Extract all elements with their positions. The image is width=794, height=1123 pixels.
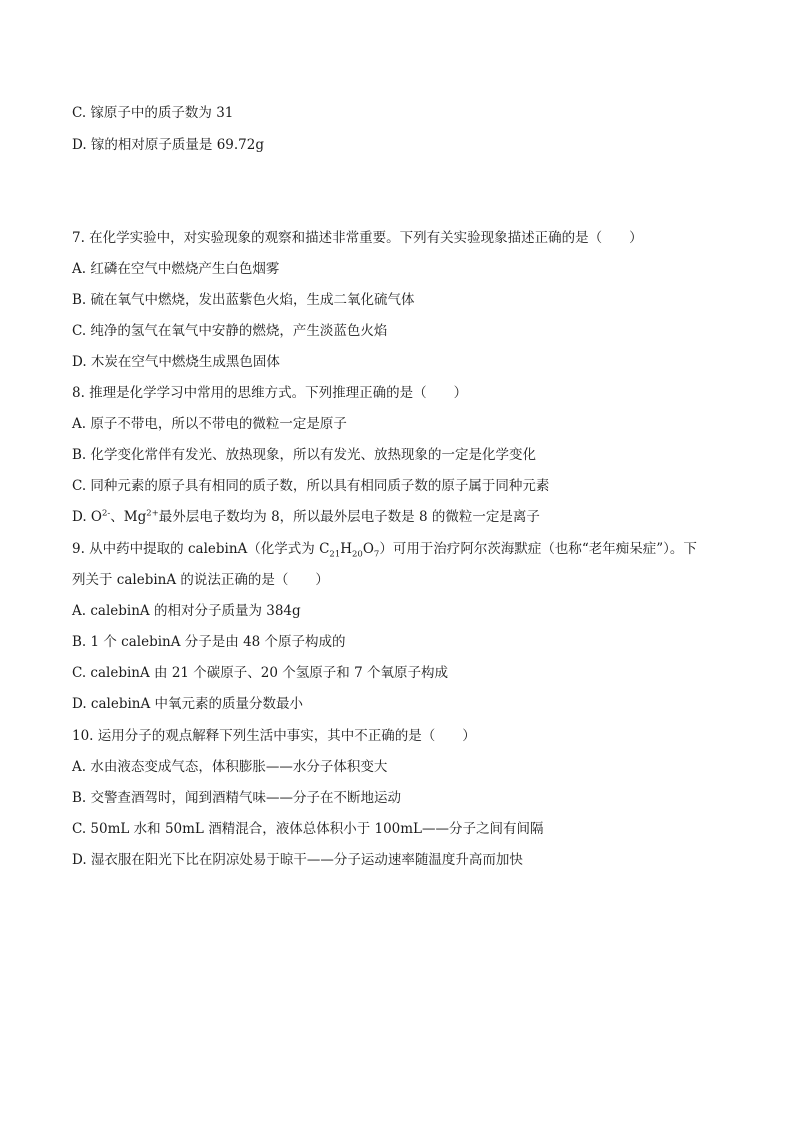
q8-d-suffix: 最外层电子数均为 8，所以最外层电子数是 8 的微粒一定是离子 (158, 509, 540, 525)
q9-option-a: A. calebinA 的相对分子质量为 384g (72, 603, 301, 619)
q8-stem: 8. 推理是化学学习中常用的思维方式。下列推理正确的是（ ） (72, 385, 468, 401)
q10-option-c: C. 50mL 水和 50mL 酒精混合，液体总体积小于 100mL——分子之间有间隔 (72, 821, 544, 837)
o-ion-charge: 2- (102, 508, 111, 519)
oxygen-subscript: 7 (373, 549, 380, 560)
hydrogen-symbol: H (340, 541, 353, 557)
q7-option-d: D. 木炭在空气中燃烧生成黑色固体 (72, 354, 280, 370)
q7-option-b: B. 硫在氧气中燃烧，发出蓝紫色火焰，生成二氧化硫气体 (72, 292, 415, 308)
q10-option-a: A. 水由液态变成气态，体积膨胀——水分子体积变大 (72, 759, 388, 775)
q8-d-mid: 、Mg (110, 509, 147, 525)
q9-option-b: B. 1 个 calebinA 分子是由 48 个原子构成的 (72, 634, 346, 650)
hydrogen-subscript: 20 (352, 549, 363, 560)
q10-stem: 10. 运用分子的观点解释下列生活中事实，其中不正确的是（ ） (72, 728, 476, 744)
q6-option-c: C. 镓原子中的质子数为 31 (72, 105, 234, 121)
q9-stem-suffix: ）可用于治疗阿尔茨海默症（也称“老年痴呆症”）。下 (379, 541, 697, 557)
q10-option-d: D. 湿衣服在阳光下比在阴凉处易于晾干——分子运动速率随温度升高而加快 (72, 852, 523, 868)
q9-option-d: D. calebinA 中氧元素的质量分数最小 (72, 696, 304, 712)
q8-option-c: C. 同种元素的原子具有相同的质子数，所以具有相同质子数的原子属于同种元素 (72, 478, 550, 494)
q9-stem-line2: 列关于 calebinA 的说法正确的是（ ） (72, 572, 329, 588)
q8-option-a: A. 原子不带电，所以不带电的微粒一定是原子 (72, 416, 347, 432)
q7-stem: 7. 在化学实验中，对实验现象的观察和描述非常重要。下列有关实验现象描述正确的是（ ） (72, 230, 643, 246)
q9-stem-line1 (72, 540, 697, 558)
q8-option-d (72, 508, 540, 526)
q9-option-c: C. calebinA 由 21 个碳原子、20 个氢原子和 7 个氧原子构成 (72, 665, 448, 681)
q7-option-a: A. 红磷在空气中燃烧产生白色烟雾 (72, 261, 280, 277)
q10-option-b: B. 交警查酒驾时，闻到酒精气味——分子在不断地运动 (72, 790, 402, 806)
oxygen-symbol: O (362, 541, 374, 557)
q7-option-c: C. 纯净的氢气在氧气中安静的燃烧，产生淡蓝色火焰 (72, 323, 388, 339)
mg-ion-charge: 2+ (146, 508, 159, 519)
q8-option-b: B. 化学变化常伴有发光、放热现象，所以有发光、放热现象的一定是化学变化 (72, 447, 537, 463)
carbon-subscript: 21 (329, 549, 341, 560)
q6-option-d: D. 镓的相对原子质量是 69.72g (72, 137, 265, 153)
q9-stem-prefix: 9. 从中药中提取的 calebinA（化学式为 C (72, 541, 330, 557)
q8-d-prefix: D. O (72, 509, 102, 525)
